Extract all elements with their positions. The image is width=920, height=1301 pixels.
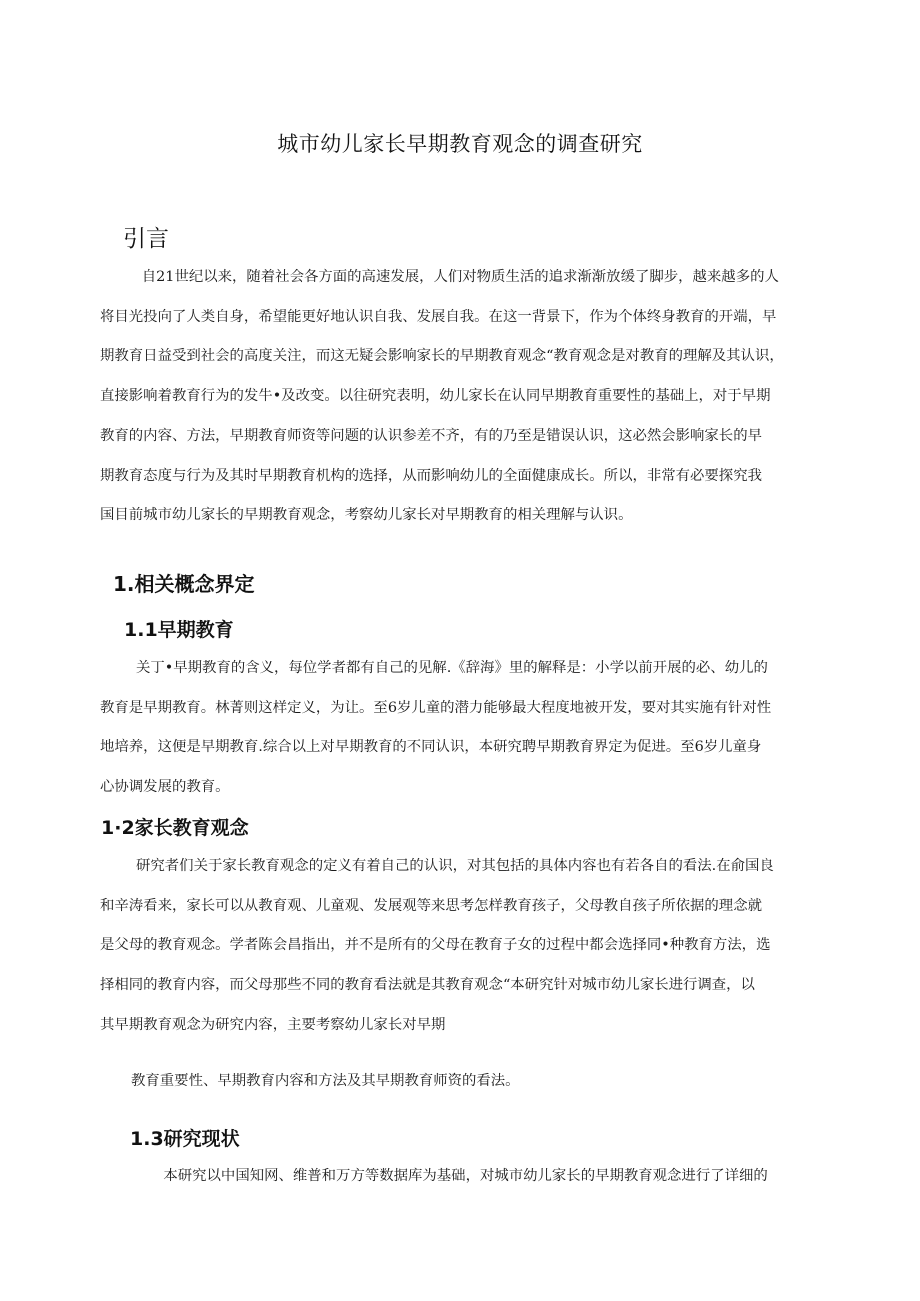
subsection-paragraph <box>100 649 822 808</box>
text-line: 择相同的教育内容，而父母那些不同的教育看法就是其教育观念“本研究针对城市幼儿家长进行调查，以 <box>100 977 755 994</box>
text-line: 研究者们关于家长教育观念的定义有着自己的认识，对其包括的具体内容也有若各自的看法.在俞国良 <box>136 858 774 874</box>
text-line: 自21世纪以来，随着社会各方面的高速发展，人们对物质生活的追求渐渐放缓了脚步，越来越多的人 <box>141 269 779 285</box>
document-title: 城市幼儿家长早期教育观念的调查研究 <box>277 132 643 156</box>
text-line: 本研究以中国知网、维普和万方等数据库为基础，对城市幼儿家长的早期教育观念进行了详细的 <box>163 1168 768 1184</box>
text-line: 期教育日益受到社会的高度关注，而这无疑会影响家长的早期教育观念“教育观念是对教育的理解及其认识， <box>100 348 784 365</box>
subsection-heading: 1·2家长教育观念 <box>101 817 249 839</box>
text-line: 心协调发展的教育。 <box>100 779 230 796</box>
subsection-heading: 1.1早期教育 <box>124 619 234 641</box>
text-line: 是父母的教育观念。学者陈会昌指出，并不是所有的父母在教育子女的过程中都会选择同•种教育方法，选 <box>100 937 771 954</box>
subsection-heading: 1.3研究现状 <box>130 1128 240 1150</box>
paragraph-continuation: 教育重要性、早期教育内容和方法及其早期教育师资的看法。 <box>131 1073 520 1089</box>
intro-paragraph <box>100 258 822 536</box>
intro-heading: 引言 <box>123 226 169 252</box>
subsection-paragraph <box>100 847 822 1046</box>
text-line: 教育的内容、方法，早期教育师资等问题的认识参差不齐，有的乃至是错误认识，这必然会影响家长的早 <box>100 427 762 444</box>
subsection-paragraph <box>100 1157 822 1197</box>
text-line: 直接影响着教育行为的发牛•及改变。以往研究表明，幼儿家长在认同早期教育重要性的基础上，对于早期 <box>100 388 771 405</box>
text-line: 地培养，这便是早期教育.综合以上对早期教育的不同认识，本研究聘早期教育界定为促进。至6岁儿童身 <box>100 739 762 756</box>
text-line: 国目前城市幼儿家长的早期教育观念，考察幼儿家长对早期教育的相关理解与认识。 <box>100 507 633 524</box>
text-line: 将目光投向了人类自身，希望能更好地认识自我、发展自我。在这一背景下，作为个体终身教育的开端，早 <box>100 308 777 325</box>
section-heading: 1.相关概念界定 <box>113 572 255 596</box>
text-line: 期教育态度与行为及其时早期教育机构的选择，从而影响幼儿的全面健康成长。所以，非常有必要探究我 <box>100 467 762 484</box>
text-line: 其早期教育观念为研究内容，主要考察幼儿家长对早期 <box>100 1016 446 1033</box>
text-line: 和辛涛看来，家长可以从教育观、儿童观、发展观等来思考怎样教育孩子，父母教自孩子所依据的理念就 <box>100 897 762 914</box>
text-line: 教育是早期教育。林菁则这样定义，为让。至6岁儿童的潜力能够最大程度地被开发，要对其实施有针对性 <box>100 699 772 716</box>
text-line: 关丁•早期教育的含义，每位学者都有自己的见解.《辞海》里的解释是：小学以前开展的必、幼儿的 <box>136 660 768 676</box>
